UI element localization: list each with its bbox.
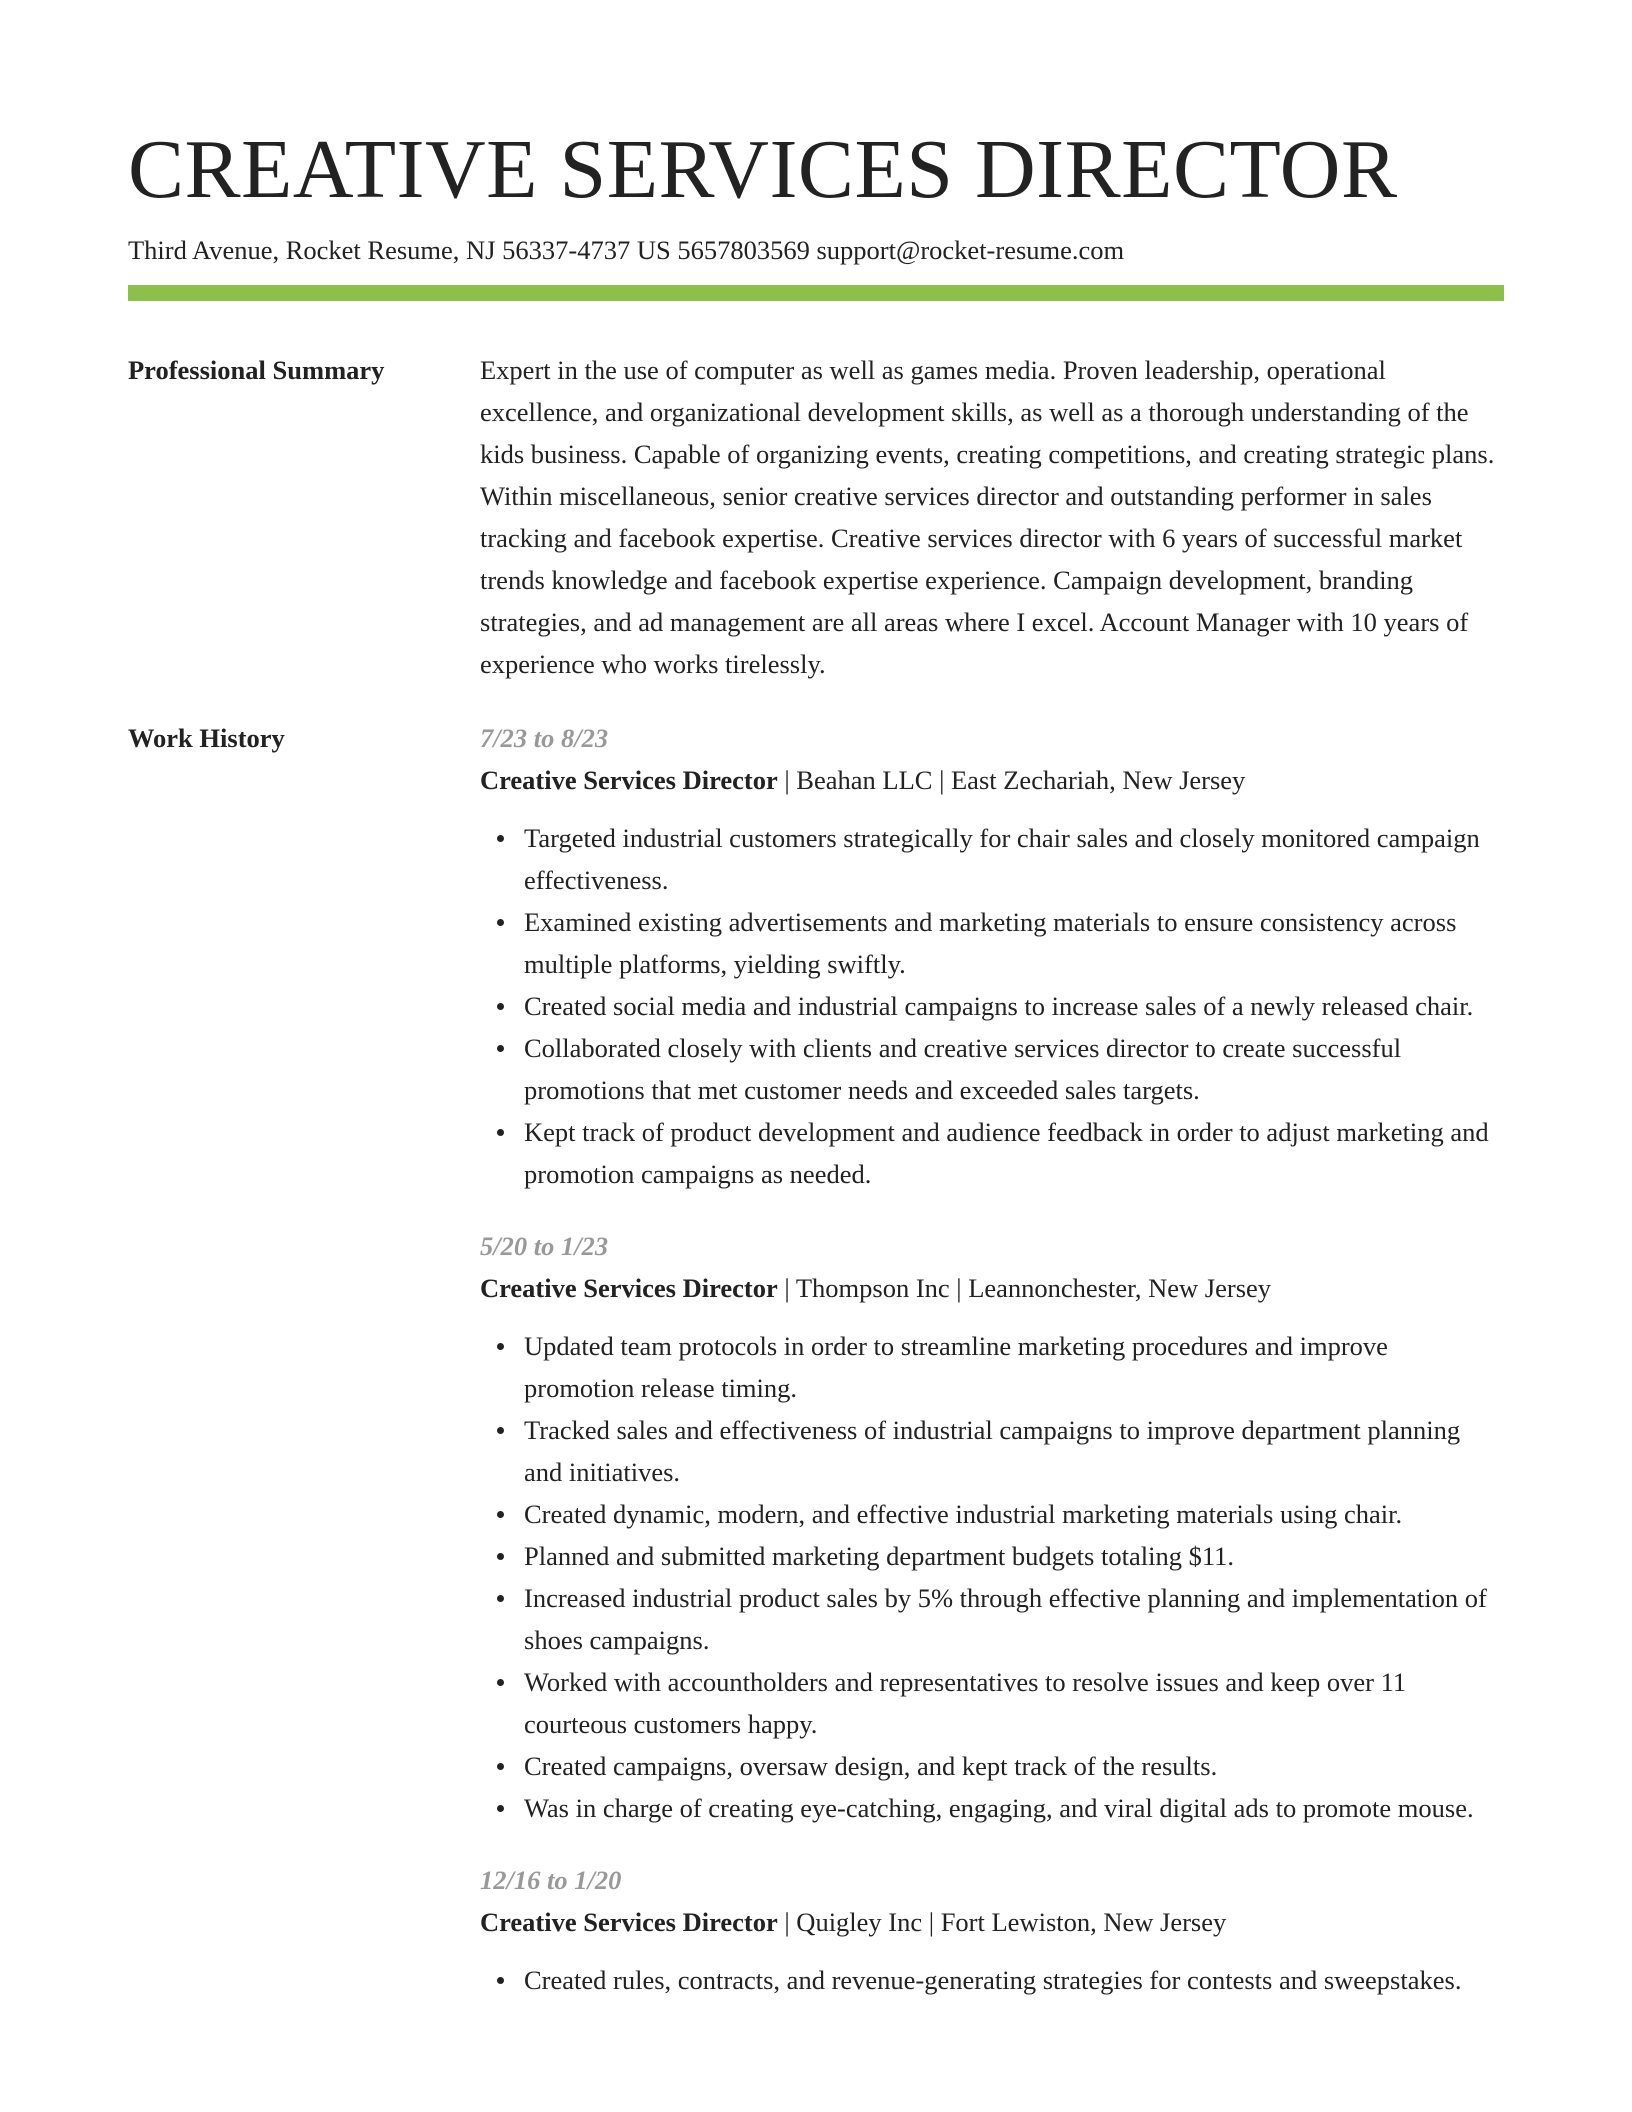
job-bullets [480,1325,1504,1829]
job-dates: 5/20 to 1/23 [480,1231,609,1261]
job-dates: 7/23 to 8/23 [480,723,609,753]
job-bullet: Created campaigns, oversaw design, and kept track of the results. [524,1745,1504,1787]
job-bullet: Planned and submitted marketing department budgets totaling $11. [524,1535,1504,1577]
job-bullet: Created social media and industrial campaigns to increase sales of a newly released chair. [524,985,1504,1027]
job-bullets [480,1959,1504,2001]
job-bullet: Tracked sales and effectiveness of industrial campaigns to improve department planning and initiatives. [524,1409,1504,1493]
summary-text: Expert in the use of computer as well as games media. Proven leadership, operational excellence, and organizational development skills, as well as a thorough understanding of the kids business. Capable of organizing events, creating competitions, and creating strategic plans. Within miscellaneous, senior creative services director and outstanding performer in sales tracking and facebook expertise. Creative services director with 6 years of successful market trends knowledge and facebook expertise experience. Campaign development, branding strategies, and ad management are all areas where I excel. Account Manager with 10 years of experience who works tirelessly. [480,355,1495,679]
job-role: Creative Services Director [480,765,778,795]
job-heading [480,1901,1504,1943]
job-entry [480,1859,1504,2001]
job-bullet: Was in charge of creating eye-catching, engaging, and viral digital ads to promote mouse. [524,1787,1504,1829]
job-bullet: Increased industrial product sales by 5% through effective planning and implementation of shoes campaigns. [524,1577,1504,1661]
job-bullet: Worked with accountholders and representatives to resolve issues and keep over 11 courteous customers happy. [524,1661,1504,1745]
job-company-location: | Quigley Inc | Fort Lewiston, New Jersey [777,1907,1227,1937]
job-role: Creative Services Director [480,1907,778,1937]
resume-title: CREATIVE SERVICES DIRECTOR [128,123,1398,216]
contact-info: Third Avenue, Rocket Resume, NJ 56337-4737 US 5657803569 support@rocket-resume.com [128,235,1125,265]
header-divider [128,285,1504,301]
job-bullet: Created dynamic, modern, and effective industrial marketing materials using chair. [524,1493,1504,1535]
job-bullet: Updated team protocols in order to streamline marketing procedures and improve promotion release timing. [524,1325,1504,1409]
work-history-heading: Work History [128,723,285,753]
job-company-location: | Thompson Inc | Leannonchester, New Jersey [777,1273,1272,1303]
job-bullet: Created rules, contracts, and revenue-generating strategies for contests and sweepstakes. [524,1959,1504,2001]
job-bullet: Examined existing advertisements and marketing materials to ensure consistency across multiple platforms, yielding swiftly. [524,901,1504,985]
job-dates: 12/16 to 1/20 [480,1865,622,1895]
job-heading [480,759,1504,801]
job-bullet: Collaborated closely with clients and creative services director to create successful promotions that met customer needs and exceeded sales targets. [524,1027,1504,1111]
job-bullet: Kept track of product development and audience feedback in order to adjust marketing and promotion campaigns as needed. [524,1111,1504,1195]
work-history-section [480,717,1504,2031]
job-company-location: | Beahan LLC | East Zechariah, New Jersey [777,765,1246,795]
job-bullet: Targeted industrial customers strategically for chair sales and closely monitored campaign effectiveness. [524,817,1504,901]
summary-heading: Professional Summary [128,355,385,385]
job-role: Creative Services Director [480,1273,778,1303]
summary-section [480,349,1504,685]
job-heading [480,1267,1504,1309]
job-bullets [480,817,1504,1195]
job-entry [480,1225,1504,1829]
job-entry [480,717,1504,1195]
